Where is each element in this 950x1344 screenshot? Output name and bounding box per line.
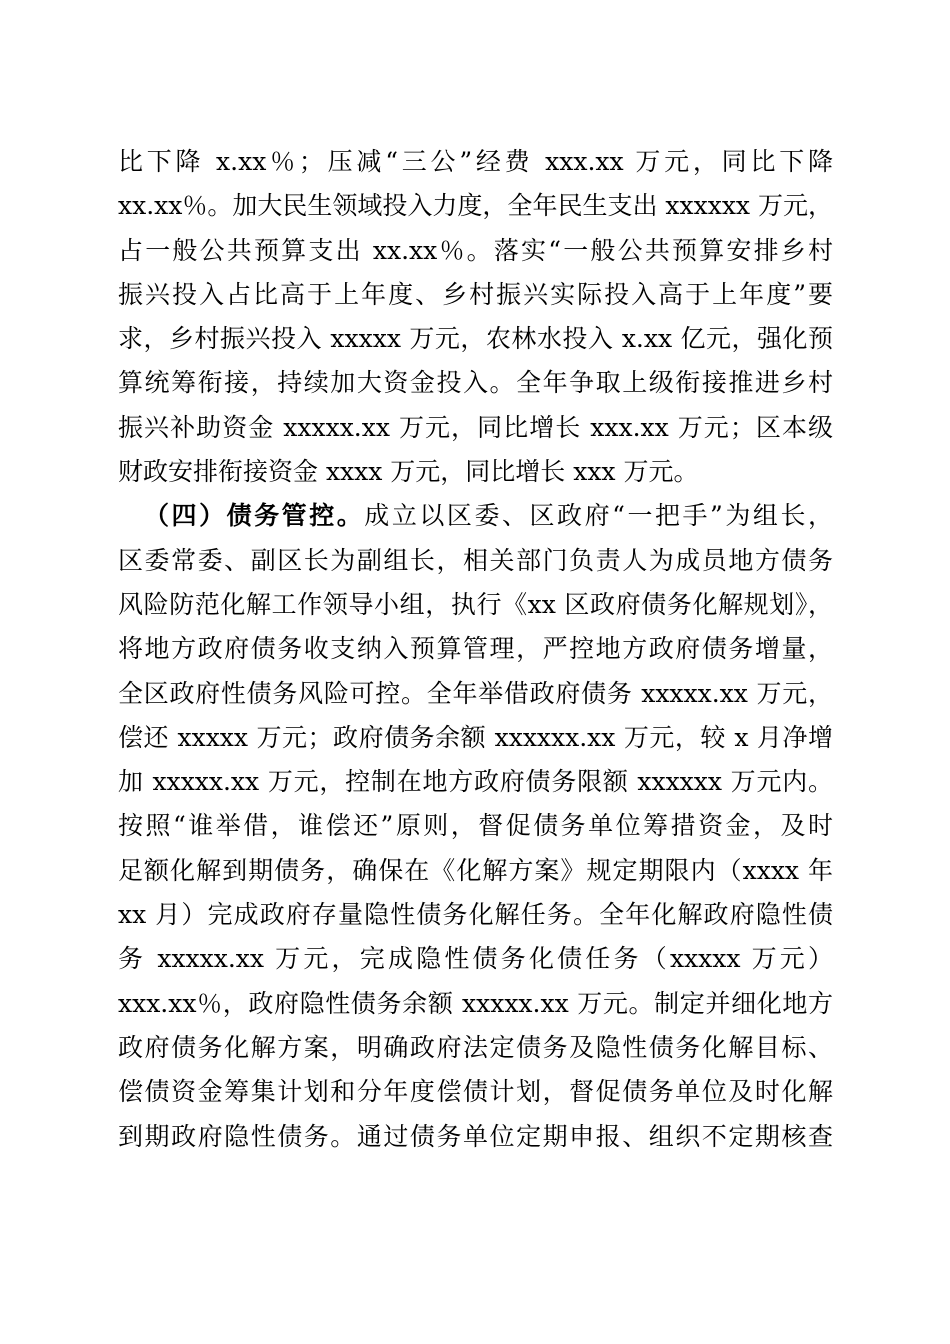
text-line: xxx.xx％，政府隐性债务余额 xxxxx.xx 万元。制定并细化地方 <box>118 988 833 1018</box>
text-line: 风险防范化解工作领导小组，执行《xx 区政府债务化解规划》， <box>118 589 833 619</box>
text-line: 将地方政府债务收支纳入预算管理，严控地方政府债务增量， <box>118 634 833 664</box>
text-line: xx 月）完成政府存量隐性债务化解任务。全年化解政府隐性债 <box>118 900 833 930</box>
text-line: 按照“谁举借，谁偿还”原则，督促债务单位筹措资金，及时 <box>118 811 833 841</box>
text-line: 务 xxxxx.xx 万元，完成隐性债务化债任务（xxxxx 万元） <box>118 944 833 974</box>
text-line: 财政安排衔接资金 xxxx 万元，同比增长 xxx 万元。 <box>118 457 699 487</box>
paragraph-debt-control <box>118 494 833 1158</box>
section-heading-rest: 成立以区委、区政府“一把手”为组长， <box>364 501 833 531</box>
text-line: 比下降 x.xx％；压减“三公”经费 xxx.xx 万元，同比下降 <box>118 147 833 176</box>
text-line: 占一般公共预算支出 xx.xx％。落实“一般公共预算安排乡村 <box>118 235 833 265</box>
text-line: 政府债务化解方案，明确政府法定债务及隐性债务化解目标、 <box>118 1032 833 1062</box>
text-line: xx.xx％。加大民生领域投入力度，全年民生支出 xxxxxx 万元， <box>118 191 833 221</box>
text-line: 区委常委、副区长为副组长，相关部门负责人为成员地方债务 <box>118 545 833 575</box>
text-line: 足额化解到期债务，确保在《化解方案》规定期限内（xxxx 年 <box>118 855 833 885</box>
text-line: 加 xxxxx.xx 万元，控制在地方政府债务限额 xxxxxx 万元内。 <box>118 767 833 797</box>
text-line: 到期政府隐性债务。通过债务单位定期申报、组织不定期核查 <box>118 1121 833 1151</box>
text-line: 偿还 xxxxx 万元；政府债务余额 xxxxxx.xx 万元，较 x 月净增 <box>118 722 833 752</box>
text-line: 振兴投入占比高于上年度、乡村振兴实际投入高于上年度”要 <box>118 279 833 309</box>
text-line: 振兴补助资金 xxxxx.xx 万元，同比增长 xxx.xx 万元；区本级 <box>118 412 833 442</box>
document-body <box>118 140 833 1159</box>
text-line: 求，乡村振兴投入 xxxxx 万元，农林水投入 x.xx 亿元，强化预 <box>118 324 833 354</box>
text-line: 偿债资金筹集计划和分年度偿债计划，督促债务单位及时化解 <box>118 1077 833 1107</box>
section-heading: （四）债务管控。 <box>144 501 365 531</box>
section-first-line <box>118 494 833 538</box>
text-line: 全区政府性债务风险可控。全年举借政府债务 xxxxx.xx 万元， <box>118 678 833 708</box>
paragraph-budget <box>118 140 833 494</box>
text-line: 算统筹衔接，持续加大资金投入。全年争取上级衔接推进乡村 <box>118 368 833 398</box>
